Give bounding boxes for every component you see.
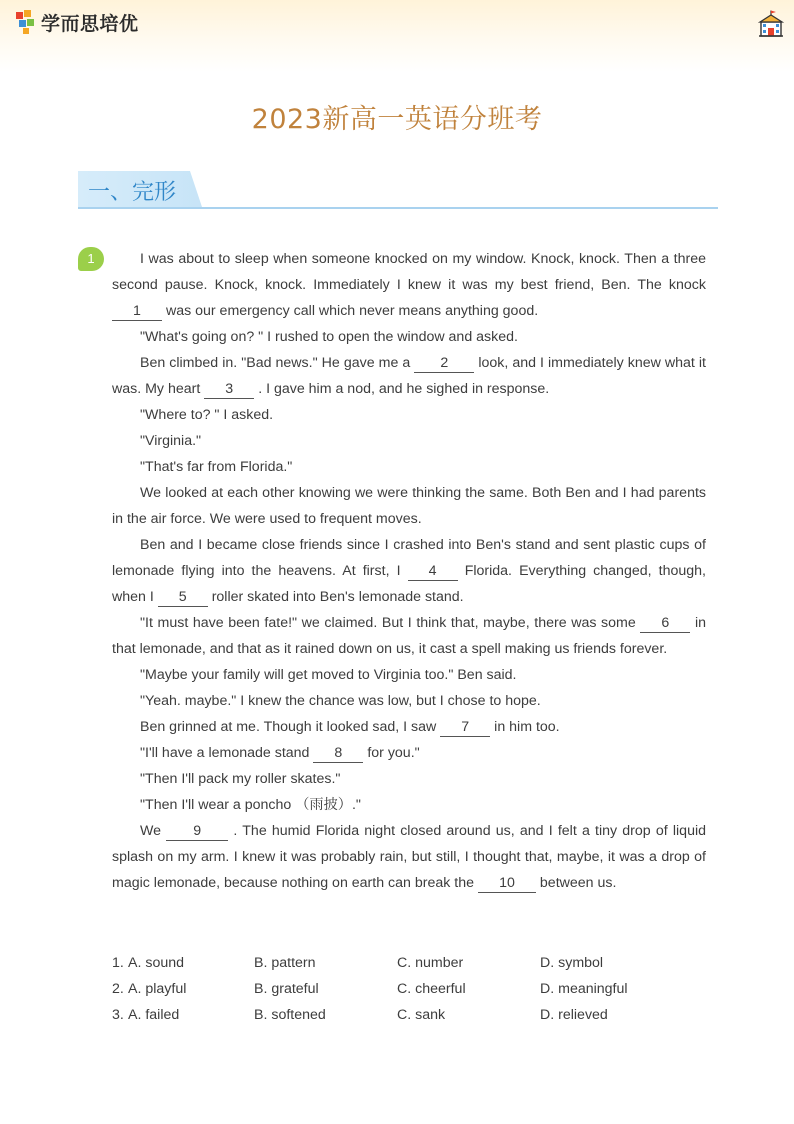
option-c[interactable]: C. sank: [397, 1007, 446, 1023]
option-c[interactable]: C. cheerful: [397, 981, 466, 997]
option-row-3: [112, 1002, 712, 1028]
blank-5[interactable]: 5: [158, 588, 208, 607]
blank-9[interactable]: 9: [166, 822, 228, 841]
blank-8[interactable]: 8: [313, 744, 363, 763]
paragraph: "Virginia.": [140, 433, 202, 449]
school-building-icon: [758, 10, 784, 38]
paragraph: "Then I'll wear a poncho （雨披）.": [140, 797, 361, 813]
section-label: 一、完形: [88, 180, 177, 205]
option-number: 2.: [112, 981, 124, 997]
option-c[interactable]: C. number: [397, 955, 464, 971]
option-d[interactable]: D. meaningful: [540, 981, 628, 997]
blank-4[interactable]: 4: [408, 562, 458, 581]
option-row-1: [112, 950, 712, 976]
option-d[interactable]: D. relieved: [540, 1007, 608, 1023]
blank-6[interactable]: 6: [640, 614, 690, 633]
paragraph: I was about to sleep when someone knocked on my window. Knock, knock. Then a three second pause. Knock, knock. Immediately I knew it was my best friend, Ben. The knock 1 was our emergency call which never means anything good.: [112, 251, 706, 319]
paragraph: "What's going on? " I rushed to open the window and asked.: [140, 329, 518, 345]
brand-logo: [16, 9, 139, 36]
answer-options: [112, 950, 712, 1028]
paragraph: "Yeah. maybe." I knew the chance was low, but I chose to hope.: [140, 693, 541, 709]
option-number: 1.: [112, 955, 124, 971]
xueersi-logo-icon: [16, 10, 38, 36]
question-number-badge: 1: [78, 247, 104, 271]
option-d[interactable]: D. symbol: [540, 955, 604, 971]
option-number: 3.: [112, 1007, 124, 1023]
brand-name: 学而思培优: [41, 13, 139, 35]
blank-1[interactable]: 1: [112, 302, 162, 321]
option-b[interactable]: B. softened: [254, 1007, 326, 1023]
option-b[interactable]: B. grateful: [254, 981, 319, 997]
option-row-2: [112, 976, 712, 1002]
section-header: [78, 171, 718, 209]
paragraph: Ben grinned at me. Though it looked sad, I saw 7 in him too.: [140, 719, 560, 735]
paragraph: Ben and I became close friends since I crashed into Ben's stand and sent plastic cups of lemonade flying into the heavens. At first, I 4 Florida. Everything changed, though, when I 5 roller skated into Ben's lemonade stand.: [112, 537, 706, 605]
section-divider: [78, 207, 718, 209]
option-a[interactable]: A. playful: [128, 981, 187, 997]
paragraph: "Maybe your family will get moved to Virginia too." Ben said.: [140, 667, 517, 683]
blank-10[interactable]: 10: [478, 874, 536, 893]
paragraph: "Then I'll pack my roller skates.": [140, 771, 341, 787]
paragraph: "I'll have a lemonade stand 8 for you.": [140, 745, 420, 761]
paragraph: "It must have been fate!" we claimed. But I think that, maybe, there was some 6 in that lemonade, and that as it rained down on us, it cast a spell making us friends forever.: [112, 615, 706, 657]
blank-3[interactable]: 3: [204, 380, 254, 399]
option-a[interactable]: A. sound: [128, 955, 185, 971]
paragraph: We 9 . The humid Florida night closed around us, and I felt a tiny drop of liquid splash on my arm. I knew it was probably rain, but still, I thought that, maybe, it was a drop of magic lemonade, because nothing on earth can break the 10 between us.: [112, 823, 707, 891]
option-a[interactable]: A. failed: [128, 1007, 180, 1023]
paragraph: "That's far from Florida.": [140, 459, 293, 475]
page-title: 2023新高一英语分班考: [251, 104, 543, 135]
cloze-passage: [112, 246, 706, 896]
paragraph: We looked at each other knowing we were thinking the same. Both Ben and I had parents in the air force. We were used to frequent moves.: [112, 485, 706, 527]
blank-7[interactable]: 7: [440, 718, 490, 737]
paragraph: "Where to? " I asked.: [140, 407, 274, 423]
option-b[interactable]: B. pattern: [254, 955, 316, 971]
paragraph: Ben climbed in. "Bad news." He gave me a 2 look, and I immediately knew what it was. My heart 3 . I gave him a nod, and he sighed in response.: [112, 355, 706, 397]
blank-2[interactable]: 2: [414, 354, 474, 373]
